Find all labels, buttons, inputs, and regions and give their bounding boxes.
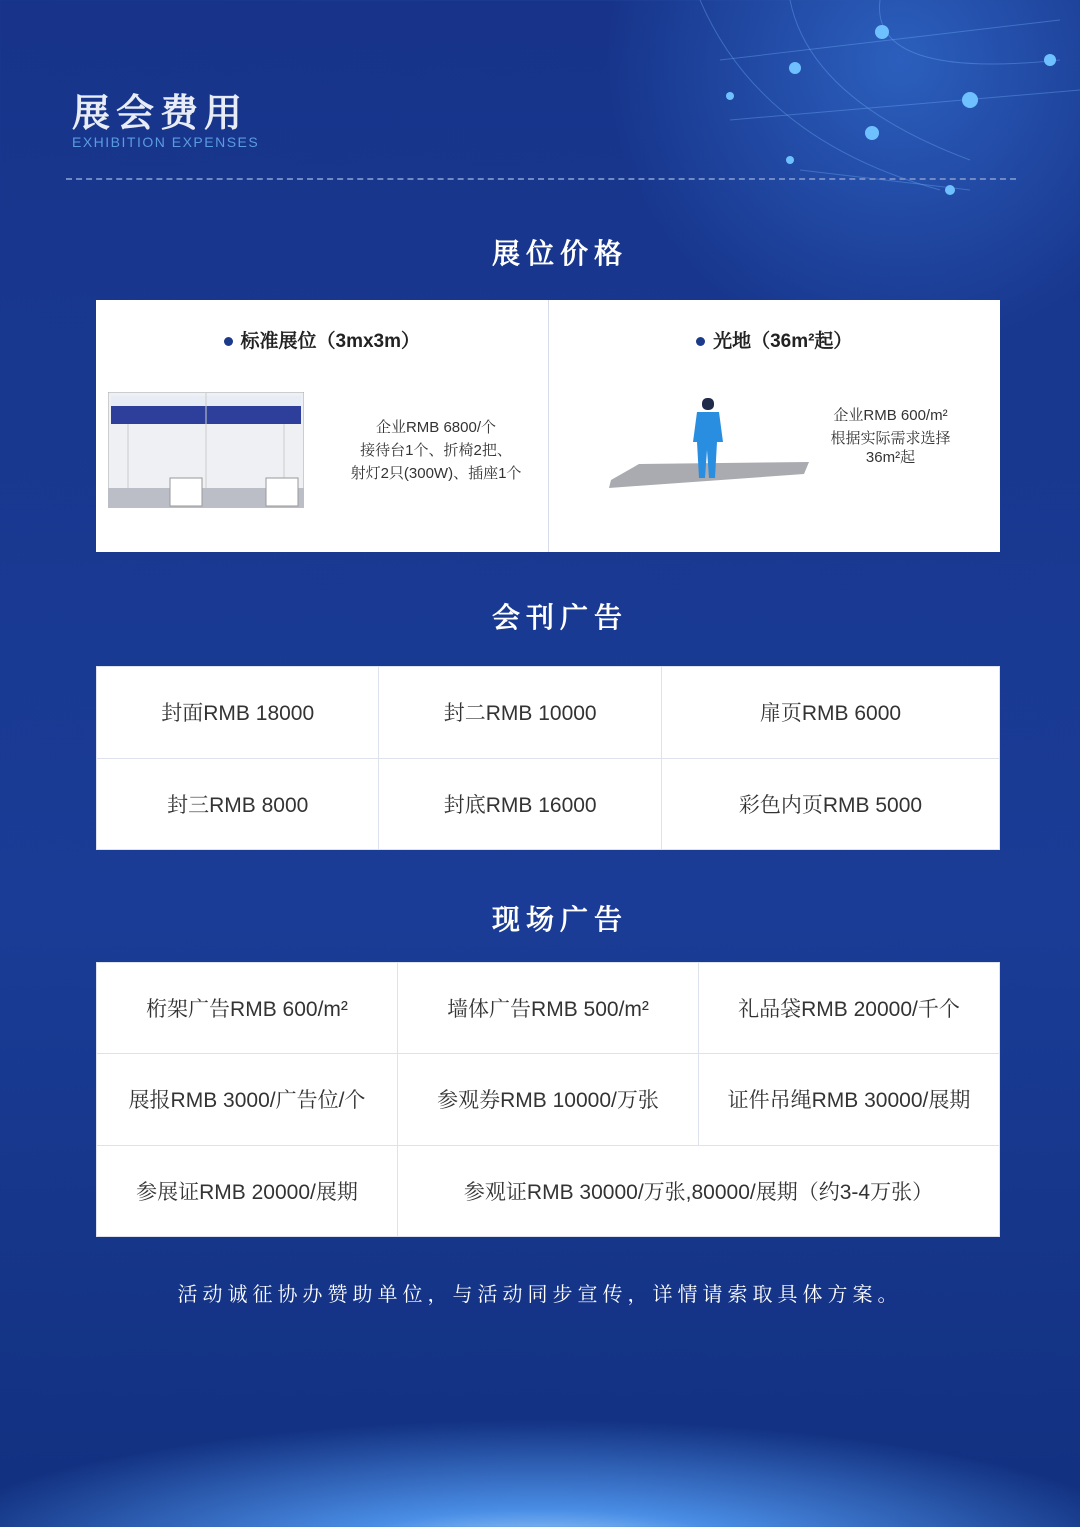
raw-space-price: 企业RMB 600/m² [833, 407, 948, 424]
table-row [97, 758, 1000, 850]
section-title-onsite: 现场广告 [491, 904, 628, 935]
table-cell: 证件吊绳RMB 30000/展期 [699, 1054, 1000, 1145]
raw-space-note-1: 根据实际需求选择 [830, 430, 951, 447]
footer-note: 活动诚征协办赞助单位，与活动同步宣传，详情请索取具体方案。 [177, 1284, 903, 1306]
table-row [97, 1145, 1000, 1236]
raw-space-card [548, 300, 1001, 552]
raw-space-note-2: 36m²起 [865, 449, 916, 466]
table-cell: 墙体广告RMB 500/m² [398, 963, 699, 1054]
table-cell: 参展证RMB 20000/展期 [97, 1145, 398, 1236]
table-cell: 扉页RMB 6000 [661, 667, 999, 759]
standard-booth-includes-1: 接待台1个、折椅2把、 [360, 442, 512, 459]
table-cell: 封三RMB 8000 [97, 758, 379, 850]
raw-space-label: 光地（36m²起） [713, 331, 853, 352]
standard-booth-price: 企业RMB 6800/个 [375, 419, 497, 436]
table-cell: 礼品袋RMB 20000/千个 [699, 963, 1000, 1054]
page-title: 展会费用 [72, 93, 249, 135]
page-subtitle: EXHIBITION EXPENSES [72, 134, 260, 150]
table-cell: 封底RMB 16000 [379, 758, 661, 850]
table-row [97, 667, 1000, 759]
standard-booth-card [96, 300, 548, 552]
raw-space-image [609, 394, 809, 494]
table-cell: 参观证RMB 30000/万张,80000/展期（约3-4万张） [398, 1145, 1000, 1236]
bullet-icon [224, 337, 233, 346]
table-cell: 彩色内页RMB 5000 [661, 758, 999, 850]
booth-price-panel [96, 300, 1000, 552]
onsite-ad-table [96, 962, 1000, 1237]
table-cell: 封二RMB 10000 [379, 667, 661, 759]
standard-booth-image [108, 392, 304, 508]
magazine-ad-table [96, 666, 1000, 850]
section-title-booth: 展位价格 [491, 238, 628, 269]
bullet-icon [696, 337, 705, 346]
table-cell: 参观券RMB 10000/万张 [398, 1054, 699, 1145]
divider [66, 178, 1016, 180]
table-cell: 桁架广告RMB 600/m² [97, 963, 398, 1054]
table-row [97, 1054, 1000, 1145]
table-row [97, 963, 1000, 1054]
section-title-magazine: 会刊广告 [491, 602, 628, 633]
table-cell: 封面RMB 18000 [97, 667, 379, 759]
standard-booth-includes-2: 射灯2只(300W)、插座1个 [350, 465, 522, 482]
table-cell: 展报RMB 3000/广告位/个 [97, 1054, 398, 1145]
standard-booth-label: 标准展位（3mx3m） [240, 331, 420, 352]
